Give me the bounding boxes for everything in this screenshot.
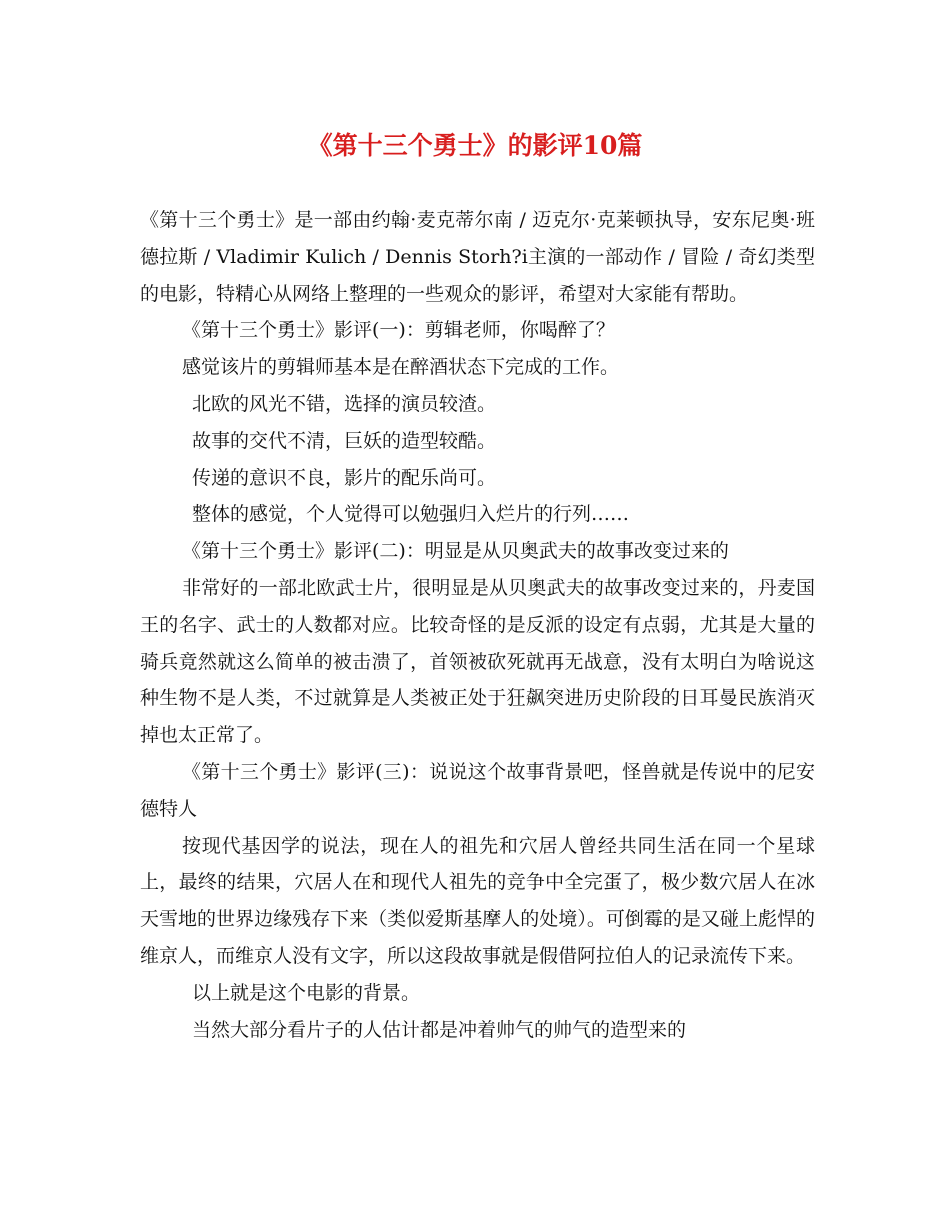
review-3-paragraph: 按现代基因学的说法，现在人的祖先和穴居人曾经共同生活在同一个星球上，最终的结果，穴居人在和现代人祖先的竞争中全完蛋了，极少数穴居人在冰天雪地的世界边缘残存下来（类似爱斯基摩人的处境）。可倒霉的是又碰上彪悍的维京人，而维京人没有文字，所以这段故事就是假借阿拉伯人的记录流传下来。	[140, 834, 815, 967]
page-title: 《第十三个勇士》的影评10篇	[307, 131, 643, 160]
review-1-line: 传递的意识不良，影片的配乐尚可。	[192, 466, 497, 489]
review-1-heading: 《第十三个勇士》影评(一)：剪辑老师，你喝醉了？	[182, 319, 615, 342]
review-3-line: 以上就是这个电影的背景。	[192, 981, 421, 1004]
review-2-paragraph: 非常好的一部北欧武士片，很明显是从贝奥武夫的故事改变过来的，丹麦国王的名字、武士的人数都对应。比较奇怪的是反派的设定有点弱，尤其是大量的骑兵竟然就这么简单的被击溃了，首领被砍死就再无战意，没有太明白为啥说这种生物不是人类，不过就算是人类被正处于狂飙突进历史阶段的日耳曼民族消灭掉也太正常了。	[140, 576, 815, 747]
document-body	[140, 202, 815, 1048]
review-1-line: 故事的交代不清，巨妖的造型较酷。	[192, 429, 497, 452]
review-1-line: 整体的感觉，个人觉得可以勉强归入烂片的行列……	[192, 503, 630, 526]
review-1-line: 北欧的风光不错，选择的演员较渣。	[192, 392, 497, 415]
review-3-heading: 《第十三个勇士》影评(三)：说说这个故事背景吧，怪兽就是传说中的尼安德特人	[140, 760, 815, 820]
review-2-heading: 《第十三个勇士》影评(二)：明显是从贝奥武夫的故事改变过来的	[182, 540, 729, 563]
review-1-line: 感觉该片的剪辑师基本是在醉酒状态下完成的工作。	[182, 356, 620, 379]
intro-paragraph: 《第十三个勇士》是一部由约翰·麦克蒂尔南 / 迈克尔·克莱顿执导，安东尼奥·班德拉斯 / Vladimir Kulich / Dennis Storh?i主演的一部动作 / 冒险 / 奇幻类型的电影，特精心从网络上整理的一些观众的影评，希望对大家能有帮助。	[140, 209, 815, 305]
review-3-line: 当然大部分看片子的人估计都是冲着帅气的帅气的造型来的	[192, 1018, 687, 1041]
